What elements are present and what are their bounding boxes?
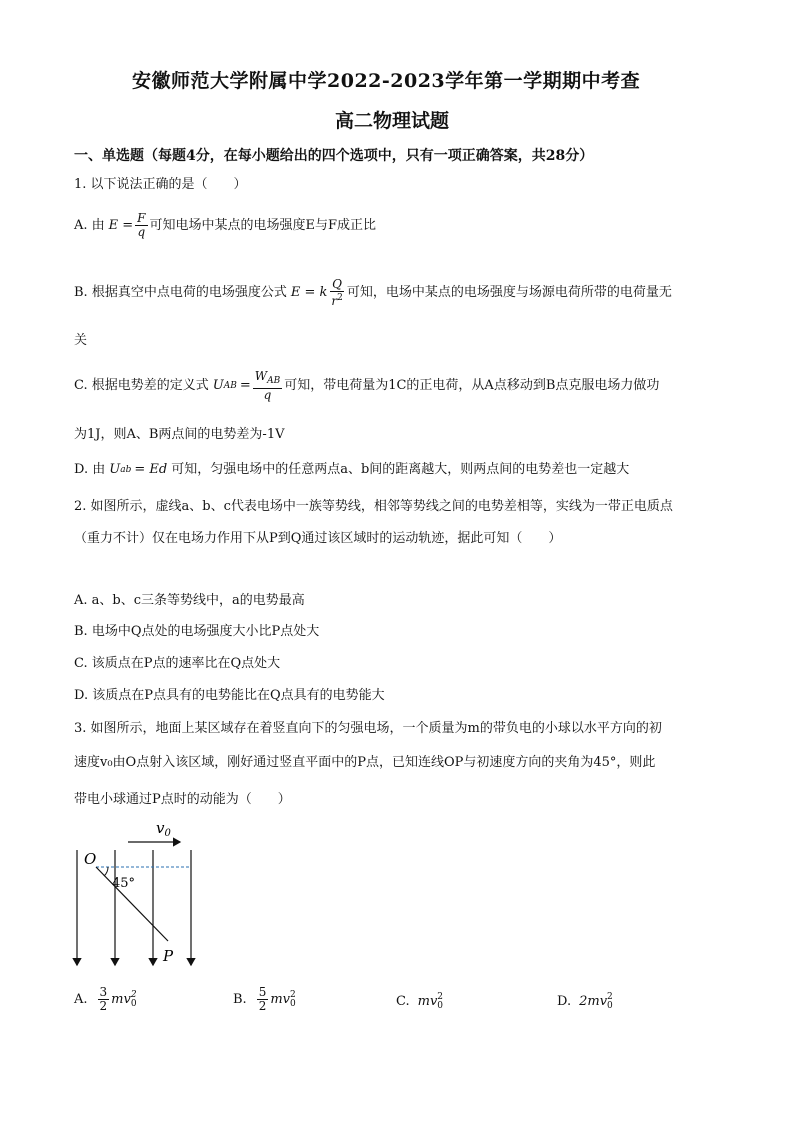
coef-numerator: 3 (99, 985, 108, 999)
exam-title: 安徽师范大学附属中学2022-2023学年第一学期期中考查 (132, 70, 641, 92)
q1-b-text: 可知，电场中某点的电场强度与场源电荷所带的电荷量无 (346, 285, 672, 300)
option-sup: 2 (290, 989, 296, 1000)
q1-d-u: U (109, 462, 121, 477)
exam-subtitle: 高二物理试题 (335, 110, 450, 132)
coef-denominator: 2 (99, 999, 108, 1013)
coef-numerator: 5 (258, 985, 267, 999)
q2-option-a: A. a、b、c三条等势线中，a的电势最高 (74, 593, 305, 608)
q1-option-a (74, 212, 376, 239)
angle-label: 45° (112, 876, 136, 891)
option-sub: 0 (607, 1001, 613, 1011)
q3-option-c (396, 993, 443, 1011)
option-sub: 0 (130, 998, 137, 1009)
q3-stem-line3: 带电小球通过P点时的动能为（ ） (74, 792, 291, 807)
q2-stem-line2: （重力不计）仅在电场力作用下从P到Q通过该区域时的运动轨迹，据此可知（ ） (74, 531, 562, 546)
q1-c-text: 可知，带电荷量为1C的正电荷，从A点移动到B点克服电场力做功 (284, 378, 660, 393)
q1-b-numerator: Q (332, 277, 343, 291)
option-sup: 2 (130, 989, 137, 1000)
q2-option-b: B. 电场中Q点处的电场强度大小比P点处大 (74, 624, 320, 639)
option-coefficient (98, 986, 110, 1013)
q1-a-denominator: q (137, 225, 146, 239)
origin-label: O (84, 850, 97, 868)
q1-stem: 1. 以下说法正确的是（ ） (74, 177, 247, 192)
q1-b-lhs: E = k (290, 285, 328, 300)
option-expression: mv (417, 994, 438, 1009)
q1-c-prefix: C. 根据电势差的定义式 (74, 378, 209, 393)
option-letter: A. (74, 991, 88, 1007)
q1-b-denominator: r (331, 294, 338, 308)
q1-c-continuation: 为1J，则A、B两点间的电势差为-1V (74, 427, 285, 442)
q1-b-fraction (329, 278, 344, 308)
q1-a-text: 可知电场中某点的电场强度E与F成正比 (149, 217, 377, 233)
q1-c-lhs-sub: AB (223, 381, 237, 391)
option-letter: B. (233, 991, 247, 1007)
q1-option-c (74, 370, 659, 402)
q2-option-d: D. 该质点在P点具有的电势能比在Q点具有的电势能大 (74, 688, 385, 703)
q1-a-numerator: F (137, 211, 146, 225)
option-sub: 0 (290, 998, 296, 1009)
option-sup: 2 (607, 992, 613, 1002)
point-p-label: P (163, 947, 174, 965)
option-coefficient (257, 986, 269, 1013)
q1-c-numerator: W (254, 369, 268, 383)
q3-option-a (74, 986, 137, 1013)
q1-b-den-sup: 2 (337, 293, 343, 303)
option-letter: C. (396, 994, 410, 1009)
coef-denominator: 2 (258, 999, 267, 1013)
q1-c-eq: = (239, 378, 251, 393)
q3-option-d (557, 993, 613, 1011)
option-expression: mv (111, 991, 131, 1007)
q1-option-d (74, 462, 629, 478)
option-letter: D. (557, 994, 572, 1009)
q1-a-lhs: E = (108, 217, 134, 233)
q2-stem-line1: 2. 如图所示，虚线a、b、c代表电场中一族等势线，相邻等势线之间的电势差相等，实线为一带正电质点 (74, 499, 673, 514)
q1-c-fraction (253, 370, 282, 402)
q2-option-c: C. 该质点在P点的速率比在Q点处大 (74, 656, 281, 671)
option-expression: 2mv (579, 994, 608, 1009)
option-sub: 0 (437, 1001, 444, 1011)
q1-d-text: 可知，匀强电场中的任意两点a、b间的距离越大，则两点间的电势差也一定越大 (171, 462, 630, 477)
q1-d-prefix: D. 由 (74, 462, 106, 477)
q1-c-num-sub: AB (267, 376, 281, 386)
option-sup: 2 (437, 992, 444, 1002)
section-heading: 一、单选题（每题4分，在每小题给出的四个选项中，只有一项正确答案，共28分） (74, 148, 594, 164)
angle-arc (104, 867, 108, 876)
q1-a-fraction (135, 212, 147, 239)
q1-c-denominator: q (263, 388, 272, 402)
option-expression: mv (270, 991, 290, 1007)
q1-d-sub: ab (120, 465, 132, 475)
q1-option-b (74, 278, 672, 308)
q1-b-prefix: B. 根据真空中点电荷的电场强度公式 (74, 285, 287, 300)
q1-c-lhs: U (212, 378, 224, 393)
q1-d-rhs: = Ed (134, 462, 168, 477)
q3-figure (60, 815, 210, 980)
q3-stem-line2: 速度v₀由O点射入该区域，刚好通过竖直平面中的P点，已知连线OP与初速度方向的夹角为45°，则此 (74, 755, 656, 770)
velocity-label: $v_0$ (156, 819, 171, 839)
q3-stem-line1: 3. 如图所示，地面上某区域存在着竖直向下的匀强电场，一个质量为m的带负电的小球以水平方向的初 (74, 721, 662, 736)
q3-option-b (233, 986, 296, 1013)
q1-b-continuation: 关 (74, 333, 88, 348)
q1-a-prefix: A. 由 (74, 217, 105, 233)
